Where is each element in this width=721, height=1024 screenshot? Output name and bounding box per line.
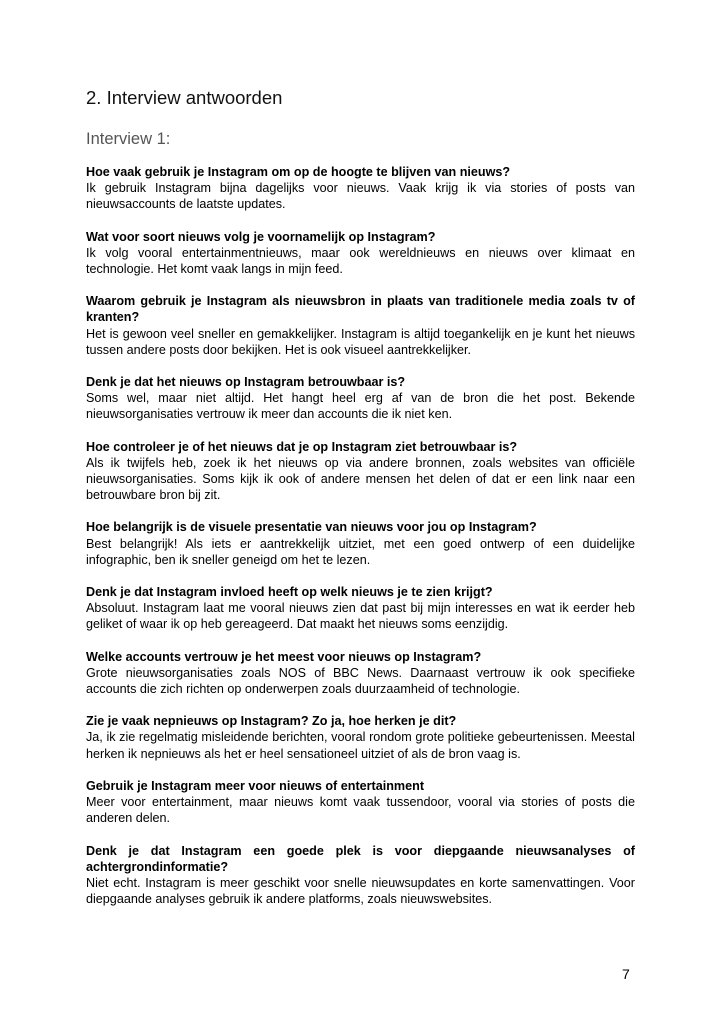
question: Denk je dat Instagram een goede plek is voor diepgaande nieuwsanalyses of achtergrondinformatie?	[86, 843, 635, 874]
question: Hoe belangrijk is de visuele presentatie van nieuws voor jou op Instagram?	[86, 520, 537, 535]
answer: Niet echt. Instagram is meer geschikt voor snelle nieuwsupdates en korte samenvattingen. Voor diepgaande analyses gebruik ik andere platforms, zoals nieuwswebsites.	[86, 875, 635, 907]
question: Hoe vaak gebruik je Instagram om op de hoogte te blijven van nieuws?	[86, 165, 511, 179]
answer: Best belangrijk! Als iets er aantrekkelijk uitziet, met een goed ontwerp of een duidelijke infographic, ben ik sneller geneigd om het te lezen.	[86, 536, 635, 567]
answer: Soms wel, maar niet altijd. Het hangt heel erg af van de bron die het post. Bekende nieuwsorganisaties vertrouw ik meer dan accounts die ik niet ken.	[86, 391, 635, 422]
answer: Ik gebruik Instagram bijna dagelijks voor nieuws. Vaak krijg ik via stories of posts van nieuwsaccounts de laatste updates.	[86, 181, 635, 212]
answer: Het is gewoon veel sneller en gemakkelijker. Instagram is altijd toegankelijk en je kunt het nieuws tussen andere posts door bekijken. Het is ook visueel aantrekkelijker.	[86, 326, 635, 357]
question: Wat voor soort nieuws volg je voornamelijk op Instagram?	[86, 229, 436, 244]
qa-item-11	[86, 843, 635, 908]
qa-list	[86, 164, 635, 923]
section-title: 2. Interview antwoorden	[86, 87, 283, 108]
qa-item-8	[86, 649, 635, 698]
question: Denk je dat het nieuws op Instagram betrouwbaar is?	[86, 375, 406, 390]
question: Waarom gebruik je Instagram als nieuwsbron in plaats van traditionele media zoals tv of kranten?	[86, 294, 635, 325]
interview-title: Interview 1:	[86, 130, 171, 148]
qa-item-9	[86, 713, 635, 762]
qa-item-2	[86, 229, 635, 278]
qa-item-3	[86, 293, 635, 358]
page-number: 7	[622, 966, 630, 982]
qa-item-7	[86, 584, 635, 633]
qa-item-4	[86, 374, 635, 423]
answer: Ik volg vooral entertainmentnieuws, maar ook wereldnieuws en nieuws over klimaat en technologie. Het komt vaak langs in mijn feed.	[86, 245, 635, 277]
question: Hoe controleer je of het nieuws dat je op Instagram ziet betrouwbaar is?	[86, 439, 518, 454]
answer: Grote nieuwsorganisaties zoals NOS of BBC News. Daarnaast vertrouw ik ook specifieke accounts die zich richten op onderwerpen zoals duurzaamheid of technologie.	[86, 665, 635, 697]
answer: Als ik twijfels heb, zoek ik het nieuws op via andere bronnen, zoals websites van officiële nieuwsorganisaties. Soms kijk ik ook of andere mensen het delen of dat er een link naar een betrouwbare bron bij zit.	[86, 455, 635, 503]
answer: Meer voor entertainment, maar nieuws komt vaak tussendoor, vooral via stories of posts die anderen delen.	[86, 795, 635, 826]
question: Welke accounts vertrouw je het meest voor nieuws op Instagram?	[86, 649, 482, 664]
question: Denk je dat Instagram invloed heeft op welk nieuws je te zien krijgt?	[86, 585, 493, 600]
question: Zie je vaak nepnieuws op Instagram? Zo ja, hoe herken je dit?	[86, 714, 457, 729]
answer: Absoluut. Instagram laat me vooral nieuws zien dat past bij mijn interesses en wat ik eerder heb geliket of waar ik op heb gereageerd. Dat maakt het nieuws soms eenzijdig.	[86, 601, 635, 632]
answer: Ja, ik zie regelmatig misleidende berichten, vooral rondom grote politieke gebeurtenissen. Meestal herken ik nepnieuws als het er heel sensationeel uitziet of als de bron vaag is.	[86, 730, 635, 761]
qa-item-6	[86, 519, 635, 568]
qa-item-10	[86, 778, 635, 827]
qa-item-1	[86, 164, 635, 213]
question: Gebruik je Instagram meer voor nieuws of entertainment	[86, 778, 425, 793]
qa-item-5	[86, 439, 635, 504]
